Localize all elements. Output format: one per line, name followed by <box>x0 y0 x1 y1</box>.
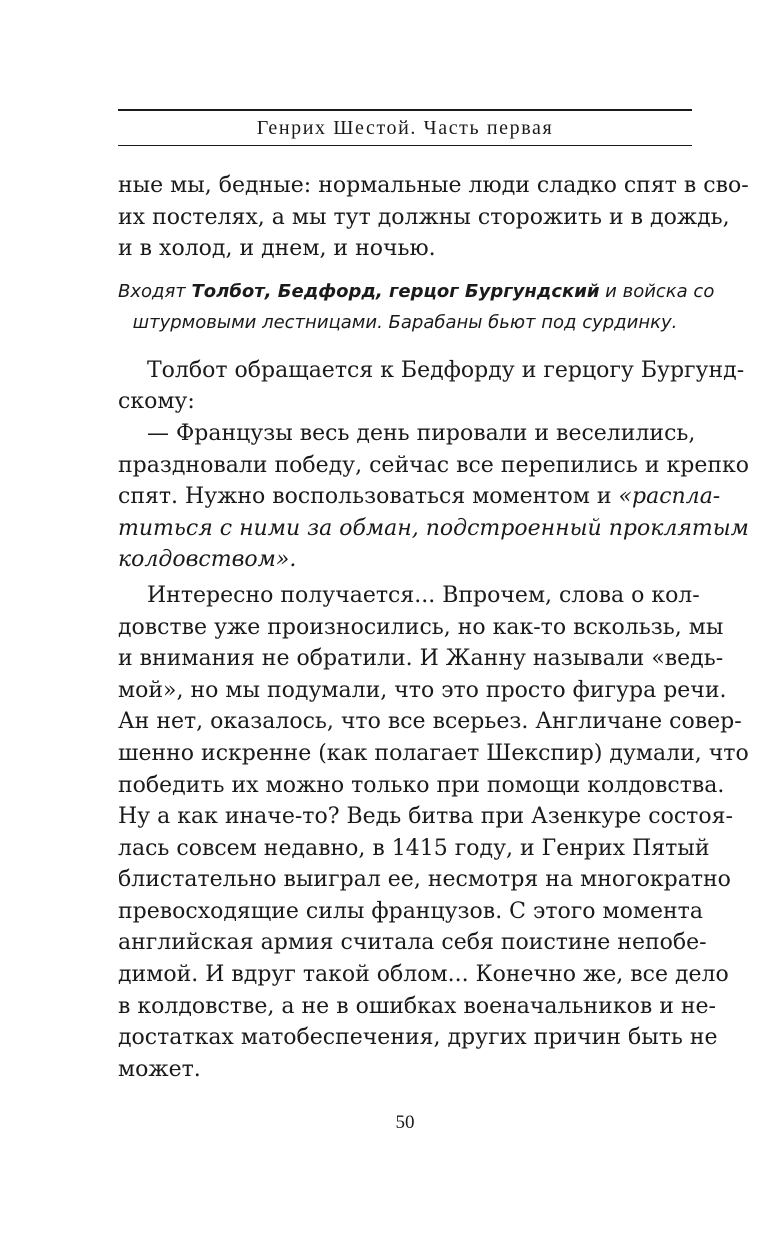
paragraph-talbot <box>118 355 745 418</box>
text-line: в колдовстве, а не в ошибках военачальников и не- <box>118 993 716 1019</box>
header-bottom-rule <box>118 145 692 146</box>
text-line-plain: спят. Нужно воспользоваться моментом и <box>118 484 619 510</box>
text-line: скому: <box>118 389 195 415</box>
text-line: их постелях, а мы тут должны сторожить и в дождь, <box>118 204 730 230</box>
text-line: Толбот обращается к Бедфорду и герцогу Бургунд- <box>147 357 745 383</box>
text-line: ные мы, бедные: нормальные люди сладко спят в сво- <box>118 173 749 198</box>
quotation-italic-line: титься с ними за обман, подстроенный проклятым <box>118 515 749 541</box>
stage-direction-suffix: и войска со <box>599 280 715 302</box>
text-line: блистательно выиграл ее, несмотря на многократно <box>118 867 731 893</box>
text-line: праздновали победу, сейчас все перепились и крепко <box>118 452 750 478</box>
text-line: Ну а как иначе-то? Ведь битва при Азенкуре состоя- <box>118 804 733 830</box>
book-page <box>118 0 750 1240</box>
quotation-italic: «распла- <box>618 484 721 510</box>
header-top-rule <box>118 109 692 111</box>
stage-direction <box>118 276 715 338</box>
paragraph-commentary <box>118 580 749 1086</box>
text-line: и в холод, и днем, и ночью. <box>118 236 436 262</box>
quotation-italic-line: колдовством». <box>118 547 297 573</box>
text-line: победить их можно только при помощи колдовства. <box>118 772 725 798</box>
text-line: Ан нет, оказалось, что все всерьез. Англичане совер- <box>118 709 742 735</box>
text-line: может. <box>118 1056 201 1082</box>
paragraph-quote <box>118 418 750 576</box>
text-line: димой. И вдруг такой облом... Конечно же, все дело <box>118 962 729 988</box>
text-line <box>118 481 721 513</box>
stage-direction-prefix: Входят <box>118 280 192 302</box>
text-line: мой», но мы подумали, что это просто фигура речи. <box>118 677 727 703</box>
text-line: английская армия считала себя поистине непобе- <box>118 930 707 956</box>
text-line: и внимания не обратили. И Жанну называли «ведь- <box>118 646 724 672</box>
text-line: достатках матобеспечения, других причин быть не <box>118 1025 718 1051</box>
running-head: Генрих Шестой. Часть первая <box>256 117 554 139</box>
body-text <box>118 170 750 1085</box>
text-line: превосходящие силы французов. С этого момента <box>118 898 703 924</box>
text-line: шенно искренне (как полагает Шекспир) думали, что <box>118 740 749 766</box>
text-line: лась совсем недавно, в 1415 году, и Генрих Пятый <box>118 835 710 861</box>
page-number: 50 <box>395 1112 415 1133</box>
paragraph-continuation <box>118 170 749 265</box>
text-line: Интересно получается... Впрочем, слова о кол- <box>147 582 700 608</box>
stage-direction-names: Толбот, Бедфорд, герцог Бургундский <box>191 280 600 302</box>
stage-direction-line <box>118 276 715 307</box>
stage-direction-line: штурмовыми лестницами. Барабаны бьют под сурдинку. <box>132 311 678 333</box>
text-line: довстве уже произносились, но как-то вскользь, мы <box>118 614 724 640</box>
text-line: — Французы весь день пировали и веселились, <box>147 420 696 446</box>
